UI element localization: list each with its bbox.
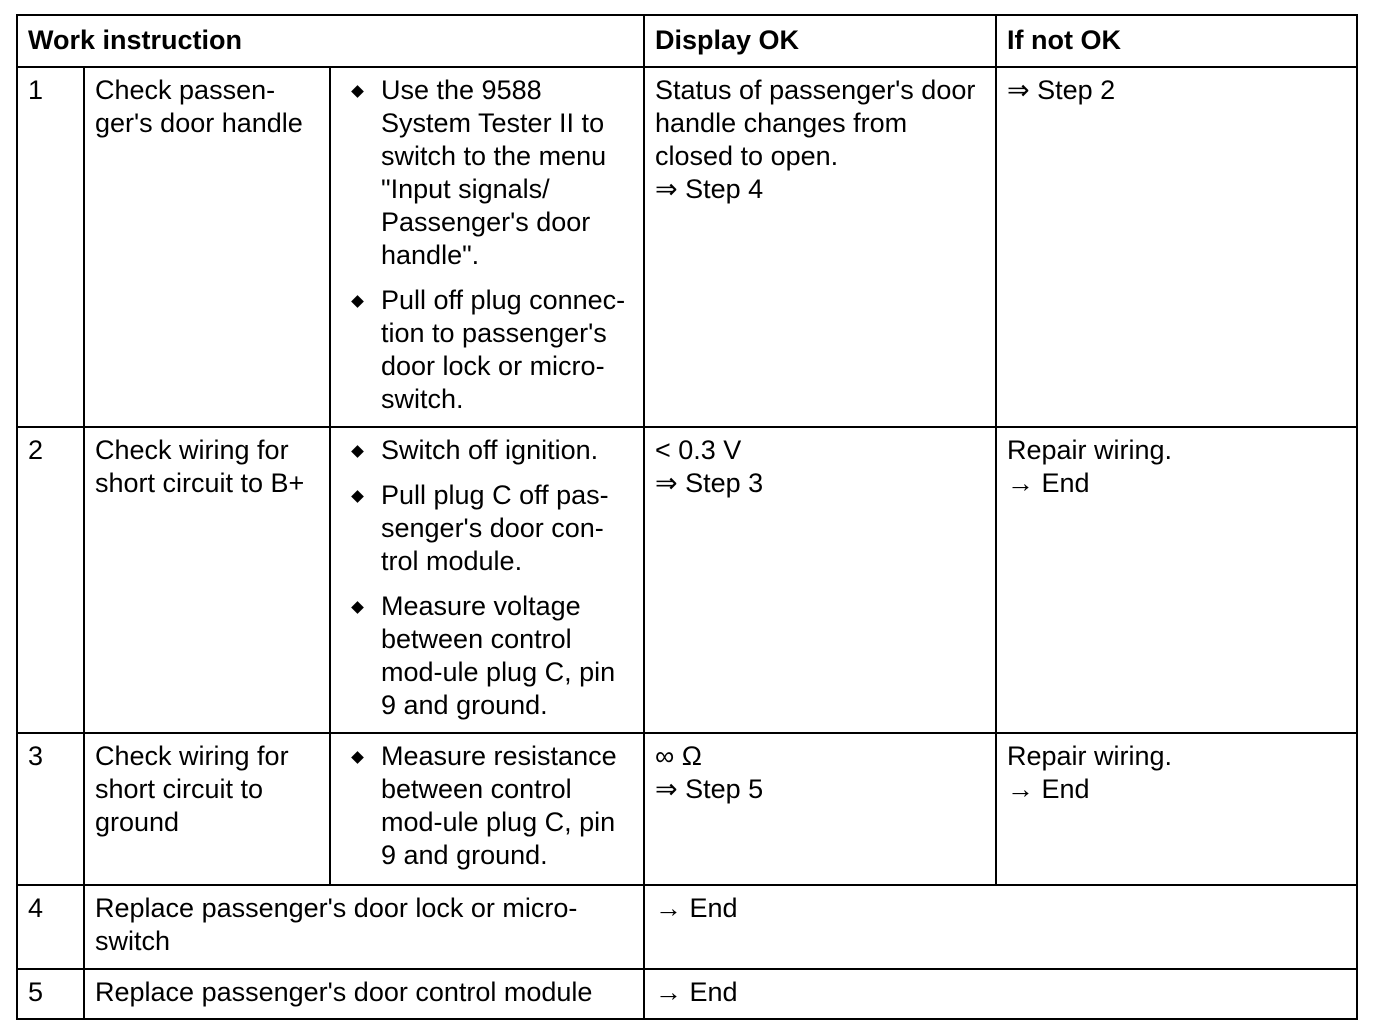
action-cell: Replace passenger's door lock or micro-switch [84,885,644,969]
step-number: 4 [17,885,84,969]
instruction-cell [330,427,644,733]
step-number: 1 [17,67,84,427]
diamond-bullet-icon [351,85,364,98]
diamond-bullet-icon [351,445,364,458]
display-ok-cell: < 0.3 V ⇒ Step 3 [644,427,996,733]
work-instruction-table [16,14,1358,1020]
if-not-ok-cell: Repair wiring. → End [996,427,1357,733]
check-description: Check wiring for short circuit to B+ [84,427,330,733]
result-cell: → End [644,969,1357,1019]
if-not-ok-cell: ⇒ Step 2 [996,67,1357,427]
diamond-bullet-icon [351,295,364,308]
table-row [17,885,1357,969]
diamond-bullet-icon [351,751,364,764]
display-ok-cell: Status of passenger's door handle changes from closed to open. ⇒ Step 4 [644,67,996,427]
action-cell: Replace passenger's door control module [84,969,644,1019]
table-row [17,733,1357,885]
instruction-cell [330,67,644,427]
header-if-not-ok: If not OK [996,15,1357,67]
instruction-item: Pull off plug connec-tion to passenger's door lock or micro-switch. [341,284,633,416]
check-description: Check wiring for short circuit to ground [84,733,330,885]
check-text-line: Check passen- [95,75,276,105]
display-ok-cell: ∞ Ω ⇒ Step 5 [644,733,996,885]
header-display-ok: Display OK [644,15,996,67]
table-row [17,67,1357,427]
table-row [17,427,1357,733]
instruction-item: Pull plug C off pas-senger's door con-trol module. [341,479,633,578]
table-header-row [17,15,1357,67]
check-text-line: ger's door handle [95,108,303,138]
step-number: 2 [17,427,84,733]
step-number: 5 [17,969,84,1019]
header-work-instruction: Work instruction [17,15,644,67]
result-cell: → End [644,885,1357,969]
check-description [84,67,330,427]
instruction-item: Measure voltage between control mod-ule plug C, pin 9 and ground. [341,590,633,722]
diamond-bullet-icon [351,601,364,614]
step-number: 3 [17,733,84,885]
if-not-ok-cell: Repair wiring. → End [996,733,1357,885]
instruction-item: Use the 9588 System Tester II to switch to the menu "Input signals/ Passenger's door handle". [341,74,633,272]
instruction-item: Switch off ignition. [341,434,633,467]
table-row [17,969,1357,1019]
instruction-item: Measure resistance between control mod-ule plug C, pin 9 and ground. [341,740,633,872]
instruction-cell [330,733,644,885]
diamond-bullet-icon [351,490,364,503]
